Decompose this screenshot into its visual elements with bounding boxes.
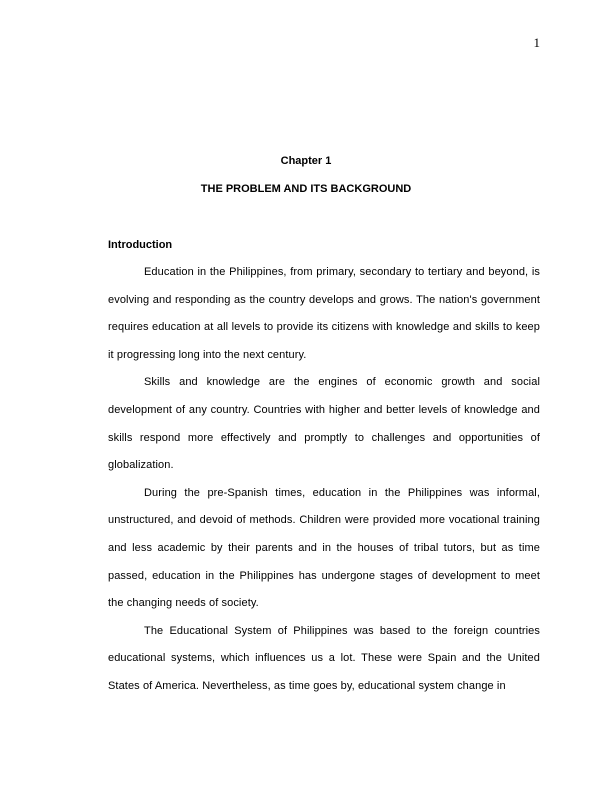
- paragraph: The Educational System of Philippines was based to the foreign countries educational systems, which influences us a lot. These were Spain and the United States of America. Nevertheless, as time goes by, educational system change in: [108, 624, 540, 692]
- paragraph: Skills and knowledge are the engines of economic growth and social development of any country. Countries with higher and better levels of knowledge and skills respond more effectively and promptly to challenges and opportunities of globalization.: [108, 376, 540, 472]
- chapter-label: Chapter 1: [280, 155, 332, 167]
- section-heading: Introduction: [108, 239, 173, 251]
- page-number: 1: [533, 35, 540, 50]
- body-text: [108, 259, 540, 701]
- paragraph: During the pre-Spanish times, education in the Philippines was informal, unstructured, and devoid of methods. Children were provided more vocational training and less academic by their parents and in the houses of tribal tutors, but as time passed, education in the Philippines has undergone stages of development to meet the changing needs of society.: [108, 486, 540, 610]
- chapter-title: THE PROBLEM AND ITS BACKGROUND: [200, 183, 412, 195]
- paragraph: Education in the Philippines, from primary, secondary to tertiary and beyond, is evolving and responding as the country develops and grows. The nation's government requires education at all levels to provide its citizens with knowledge and skills to keep it progressing long into the next century.: [108, 266, 540, 361]
